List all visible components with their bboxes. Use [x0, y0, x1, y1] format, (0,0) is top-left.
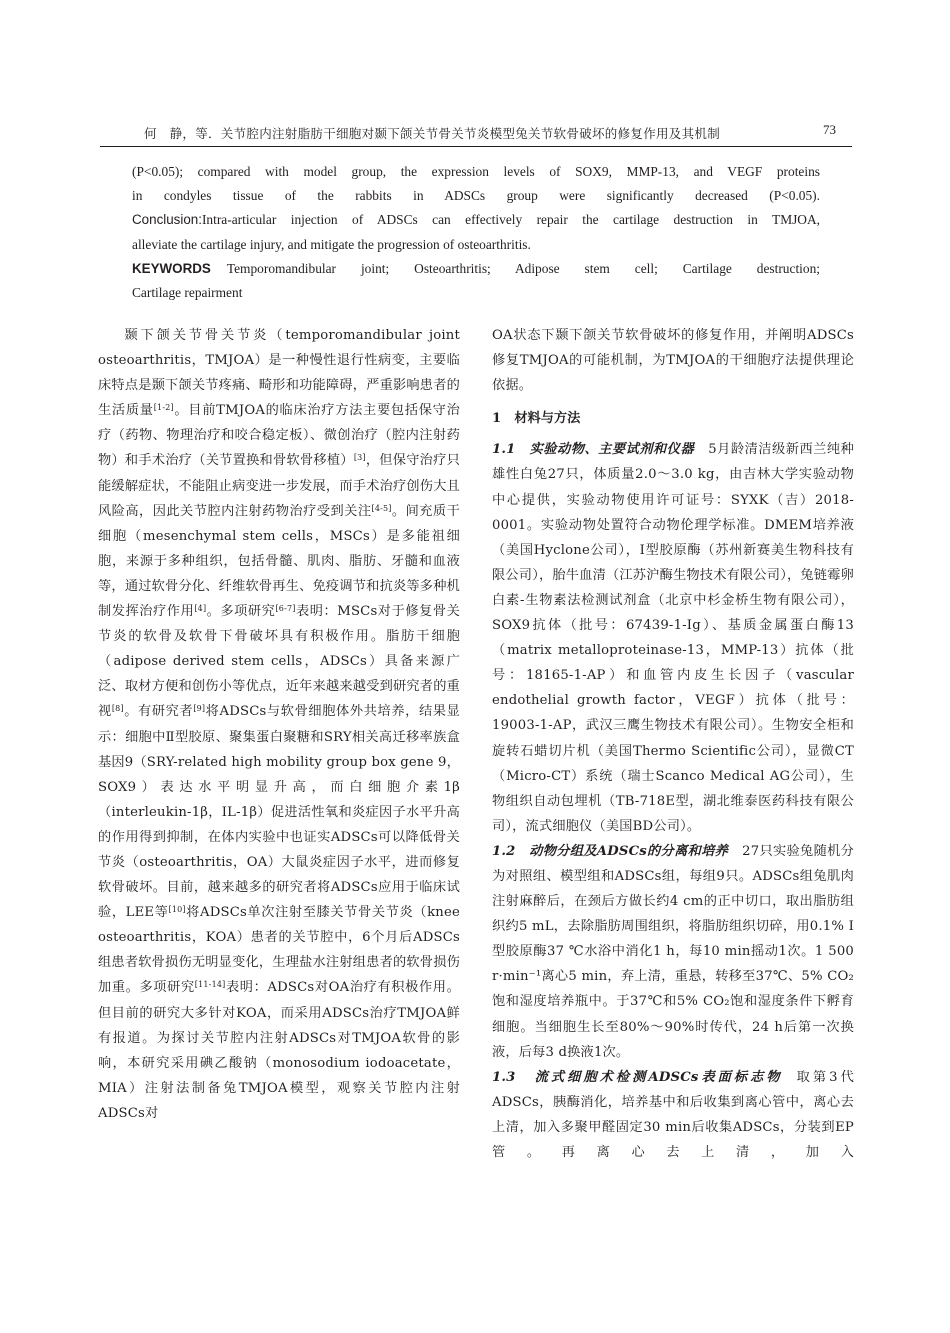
- keywords-label: KEYWORDS: [132, 260, 211, 276]
- citation: [4-5]: [371, 503, 392, 513]
- keywords-line: [132, 257, 820, 281]
- intro-continuation: OA状态下颞下颌关节软骨破坏的修复作用，并阐明ADSCs修复TMJOA的可能机制，为TMJOA的干细胞疗法提供理论依据。: [492, 328, 854, 394]
- subsection-label: 1.3 流式细胞术检测ADSCs表面标志物: [492, 1069, 783, 1085]
- conclusion-line: alleviate the cartilage injury, and mitigate the progression of osteoarthritis.: [132, 236, 531, 252]
- section-heading: 1 材料与方法: [492, 411, 581, 427]
- intro-text: 颞下颌关节骨关节炎（temporomandibular joint osteoarthritis，TMJOA）是一种慢性退行性病变，主要临床特点是颞下颌关节疼痛、畸形和功能障碍，严重影响患者的生活质量: [98, 328, 460, 419]
- intro-paragraph: [98, 323, 460, 1126]
- subsection-text: 取第3代ADSCs，胰酶消化，培养基中和后收集到离心管中，离心去上清，加入多聚甲醛固定30 min后收集ADSCs，分装到EP管。再离心去上清，加入: [492, 1069, 854, 1160]
- citation: [10]: [168, 905, 186, 915]
- right-column: [492, 323, 854, 1165]
- intro-text: 。目前TMJOA的临床治疗方法主要包括保守治疗（药物、物理治疗和咬合稳定板）、微创治疗（腔内注射药物）和手术治疗（关节置换和骨软骨移植）: [98, 403, 460, 469]
- subsection-paragraph: [492, 839, 854, 1065]
- abstract-line: (P<0.05); compared with model group, the expression levels of SOX9, MMP-13, and VEGF proteins: [132, 164, 820, 179]
- running-title: 何 静，等．关节腔内注射脂肪干细胞对颞下颌关节骨关节炎模型兔关节软骨破坏的修复作用及其机制: [144, 126, 721, 141]
- keywords-line: Cartilage repairment: [132, 285, 243, 301]
- keywords-text: Temporomandibular joint; Osteoarthritis; Adipose stem cell; Cartilage destruction;: [226, 260, 820, 276]
- intro-text: 。有研究者: [123, 704, 194, 720]
- subsection-text: 27只实验兔随机分为对照组、模型组和ADSCs组，每组9只。ADSCs组兔肌肉注射麻醉后，在颈后方做长约4 cm的正中切口，取出脂肪组织约5 mL，去除脂肪周围组织，将脂肪组织切碎，用0.1% Ⅰ型胶原酶37 ℃水浴中消化1 h，每10 min摇动1次。1 500 r·min⁻¹离心5 min，弃上清，重悬，转移至37℃、5% CO₂饱和湿度培养瓶中。于37℃和5% CO₂饱和湿度条件下孵育细胞。当细胞生长至80%～90%时传代，24 h后第一次换液，后每3 d换液1次。: [492, 843, 854, 1060]
- citation: [9]: [193, 704, 206, 714]
- citation: [1-2]: [153, 403, 174, 413]
- subsection-label: 1.2 动物分组及ADSCs的分离和培养: [492, 843, 729, 859]
- intro-text: 。多项研究: [206, 604, 276, 620]
- intro-text: ，但保守治疗只能缓解症状，不能阻止病变进一步发展，而手术治疗创伤大且风险高，因此关节腔内注射药物治疗受到关注: [98, 453, 460, 519]
- intro-text: 表明：ADSCs对OA治疗有积极作用。但目前的研究大多针对KOA，而采用ADSCs治疗TMJOA鲜有报道。为探讨关节腔内注射ADSCs对TMJOA软骨的影响，本研究采用碘乙酸钠（monosodium iodoacetate，MIA）注射法制备兔TMJOA模型，观察关节腔内注射ADSCs对: [98, 980, 460, 1121]
- citation: [8]: [111, 704, 124, 714]
- subsection-paragraph: [492, 437, 854, 839]
- running-header: [100, 122, 852, 147]
- citation: [3]: [353, 453, 366, 463]
- subsection-text: 5月龄清洁级新西兰纯种雄性白兔27只，体质量2.0～3.0 kg，由吉林大学实验动物中心提供，实验动物使用许可证号：SYXK（吉）2018-0001。实验动物处置符合动物伦理学标准。DMEM培养液（美国Hyclone公司），Ⅰ型胶原酶（苏州新赛美生物科技有限公司），胎牛血清（江苏沪酶生物技术有限公司），兔链霉卵白素-生物素法检测试剂盒（北京中杉金桥生物有限公司），SOX9抗体（批号：67439-1-Ig）、基质金属蛋白酶13（matrix metalloproteinase-13，MMP-13）抗体（批号：18165-1-AP）和血管内皮生长因子（vascular endothelial growth factor，VEGF）抗体（批号：19003-1-AP，武汉三鹰生物技术有限公司）。生物安全柜和旋转石蜡切片机（美国Thermo Scientific公司），显微CT（Micro-CT）系统（瑞士Scanco Medical AG公司），生物组织自动包埋机（TB-718E型，湖北维泰医药科技有限公司），流式细胞仪（美国BD公司）。: [492, 442, 854, 834]
- abstract-line: in condyles tissue of the rabbits in ADSCs group were significantly decreased (P<0.05).: [132, 188, 820, 204]
- subsection-label: 1.1 实验动物、主要试剂和仪器: [492, 442, 695, 458]
- intro-text: 将ADSCs单次注射至膝关节骨关节炎（knee osteoarthritis，KOA）患者的关节腔中，6个月后ADSCs组患者软骨损伤无明显变化，生理盐水注射组患者的软骨损伤加重。多项研究: [98, 905, 460, 996]
- abstract-block: [132, 160, 820, 305]
- left-column: [98, 323, 460, 1126]
- conclusion-text: Intra-articular injection of ADSCs can effectively repair the cartilage destruction in TMJOA,: [201, 212, 820, 228]
- subsection-paragraph: [492, 1065, 854, 1165]
- conclusion-line: [132, 208, 820, 232]
- citation: [11-14]: [194, 980, 226, 990]
- intro-text: 将ADSCs与软骨细胞体外共培养，结果显示：细胞中Ⅱ型胶原、聚集蛋白聚糖和SRY相关高迁移率族盒基因9（SRY-related high mobility group box gene 9，SOX9）表达水平明显升高，而白细胞介素1β（interleukin-1β，IL-1β）促进活性氧和炎症因子水平升高的作用得到抑制，在体内实验中也证实ADSCs可以降低骨关节炎（osteoarthritis，OA）大鼠炎症因子水平，进而修复软骨破坏。目前，越来越多的研究者将ADSCs应用于临床试验，LEE等: [98, 704, 461, 921]
- citation: [6-7]: [275, 604, 296, 614]
- citation: [4]: [194, 604, 207, 614]
- page-number: 73: [823, 122, 836, 137]
- conclusion-label: Conclusion:: [132, 212, 202, 228]
- intro-text: 表明：MSCs对于修复骨关节炎的软骨及软骨下骨破坏具有积极作用。脂肪干细胞（adipose derived stem cells，ADSCs）具备来源广泛、取材方便和创伤小等优点，近年来越来越受到研究者的重视: [98, 604, 460, 720]
- intro-text: 。间充质干细胞（mesenchymal stem cells，MSCs）是多能祖细胞，来源于多种组织，包括骨髓、肌肉、脂肪、牙髓和血液等，通过软骨分化、纤维软骨再生、免疫调节和抗炎等多种机制发挥治疗作用: [98, 503, 460, 620]
